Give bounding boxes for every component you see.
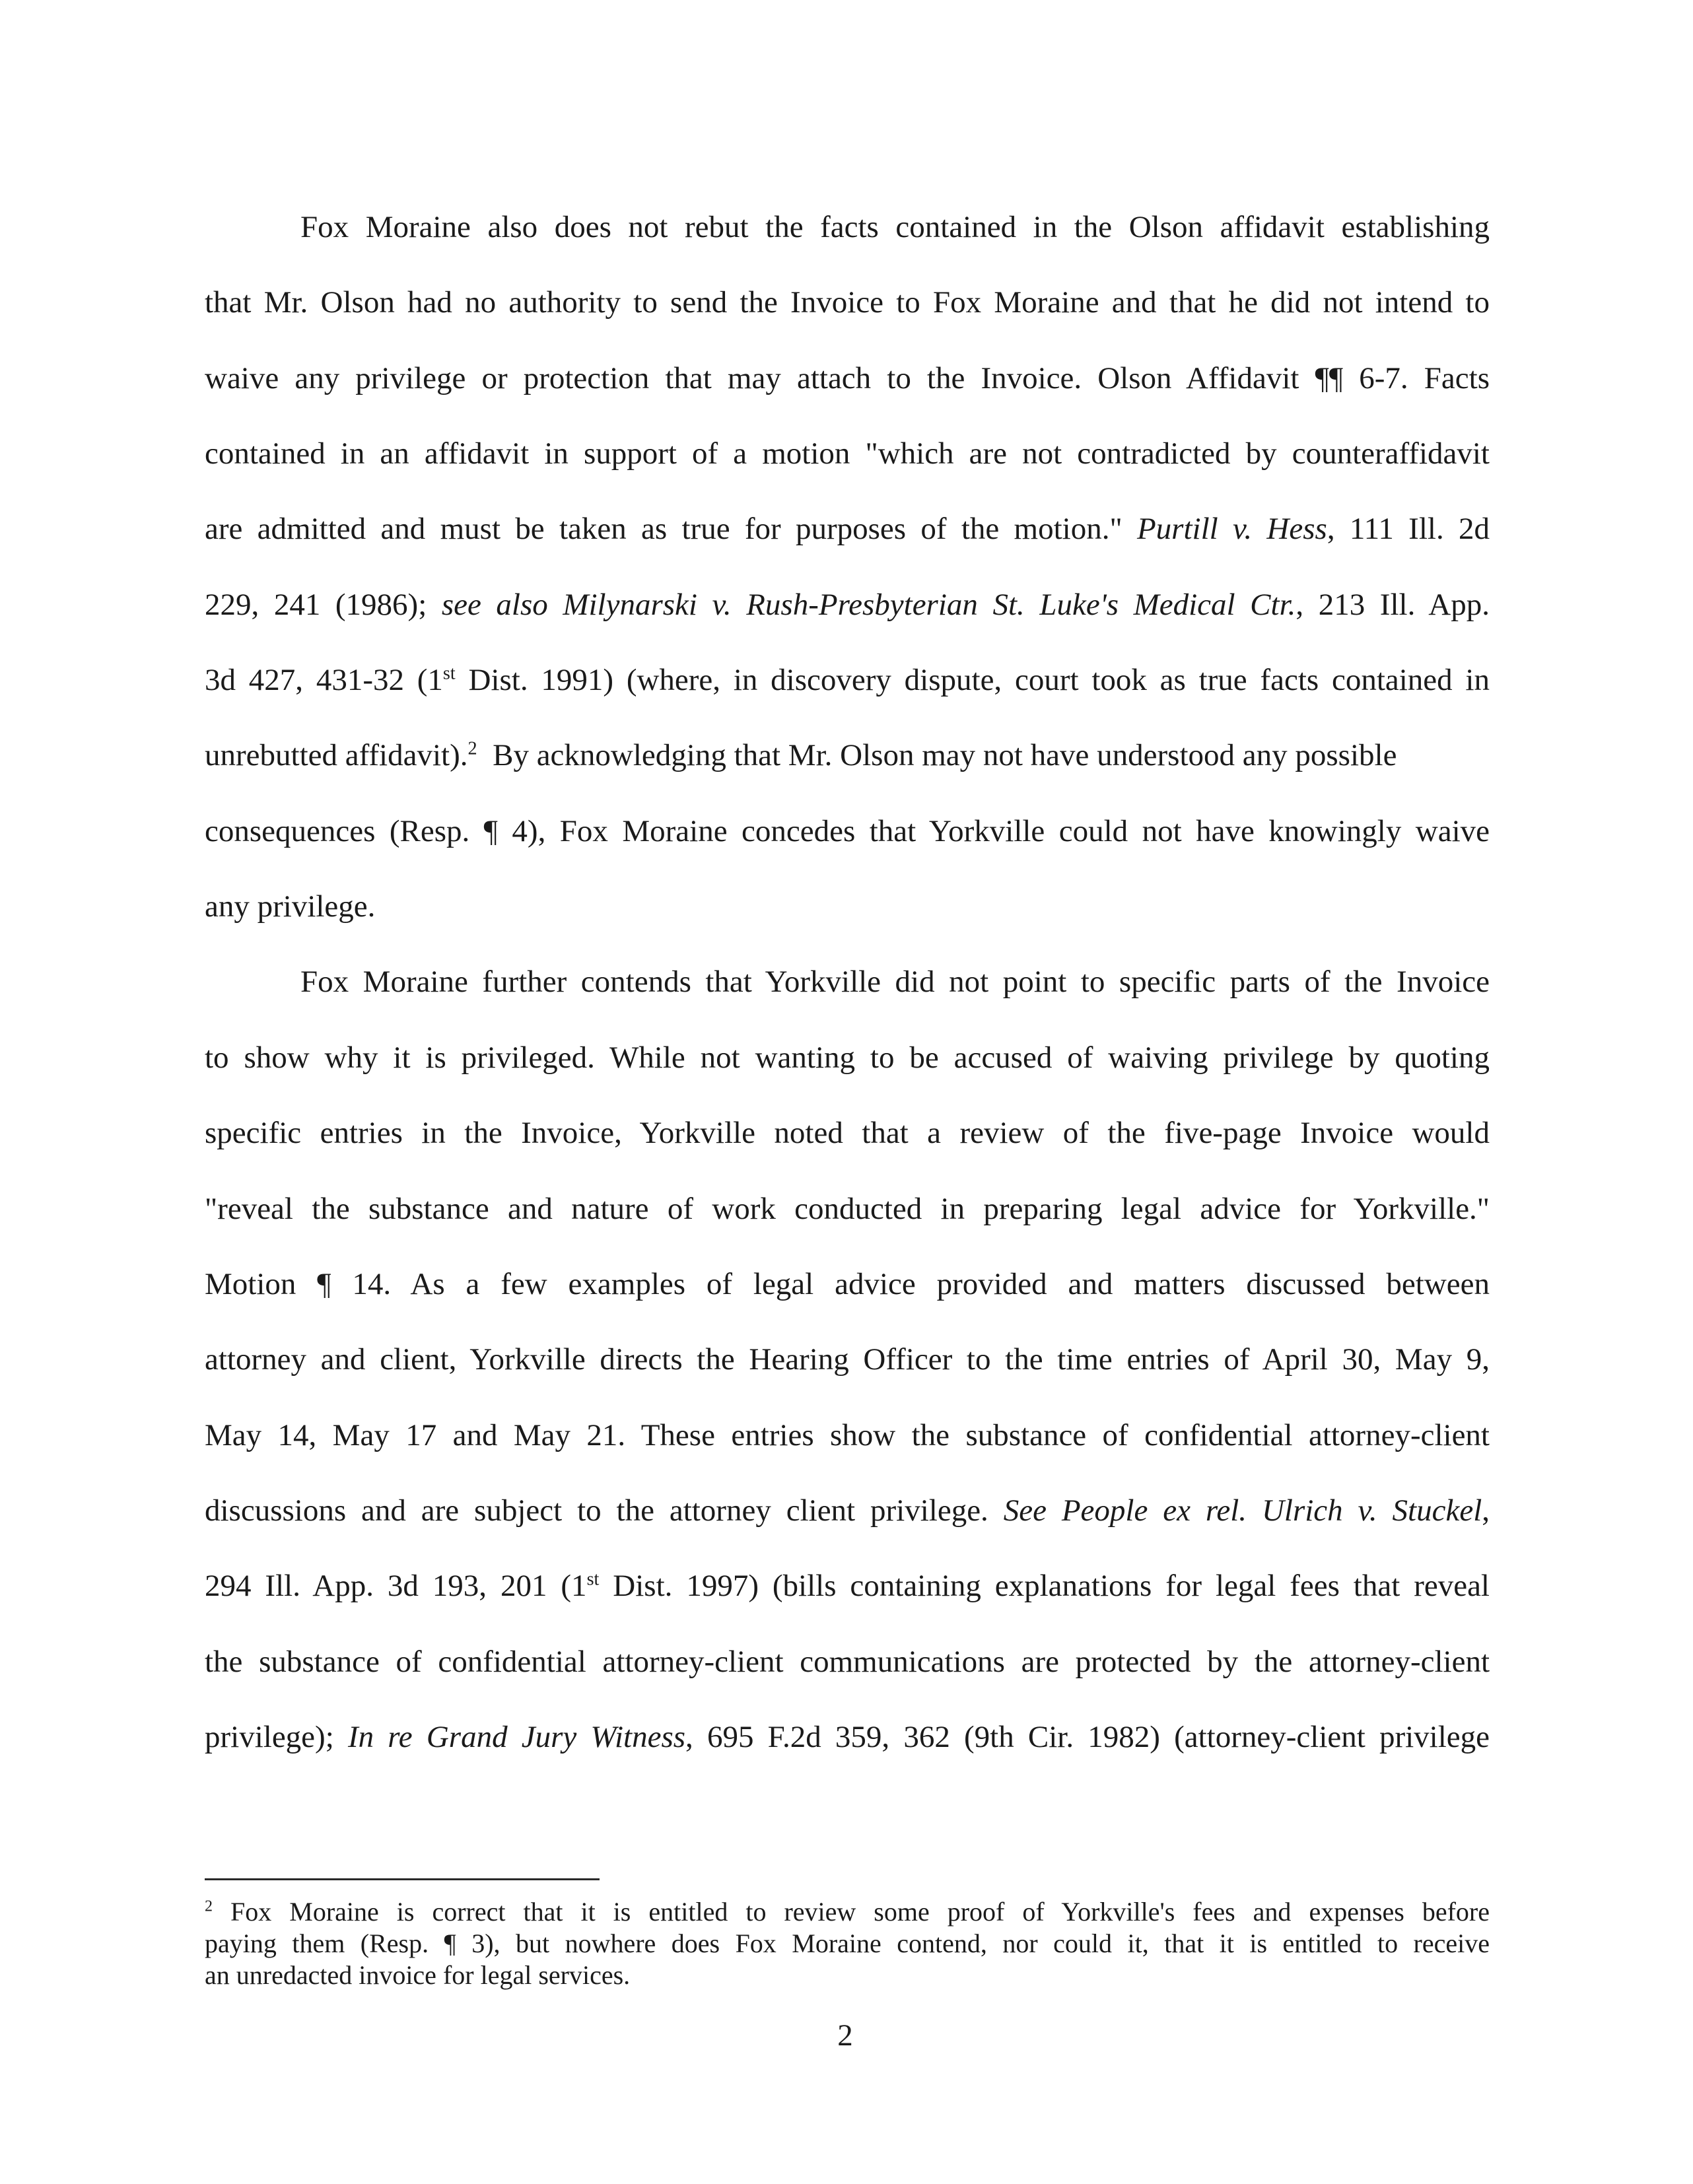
case-citation-milynarski: see also Milynarski v. Rush-Presbyterian St. Luke's Medical Ctr. [441, 588, 1296, 622]
footnote-divider [205, 1878, 600, 1880]
footnote-line-3: an unredacted invoice for legal services. [205, 1960, 631, 1990]
paragraph-1-line-7: 3d 427, 431-32 (1st Dist. 1991) (where, in discovery dispute, court took as true facts contained in [205, 663, 1490, 697]
paragraph-2-line-3: specific entries in the Invoice, Yorkville noted that a review of the five-page Invoice would [205, 1116, 1490, 1150]
paragraph-2-line-11: privilege); In re Grand Jury Witness, 695 F.2d 359, 362 (9th Cir. 1982) (attorney-client privilege [205, 1720, 1490, 1754]
footnote-marker: 2 [205, 1897, 213, 1915]
paragraph-1-line-10: any privilege. [205, 889, 376, 924]
footnote-line-1: $^2$ Fox Moraine is correct that it is entitled to review some proof of Yorkville's fees and expenses before [205, 1897, 1490, 1927]
case-citation-grand-jury: In re Grand Jury Witness [347, 1720, 686, 1754]
paragraph-1-line-1: Fox Moraine also does not rebut the facts contained in the Olson affidavit establishing [300, 210, 1490, 244]
paragraph-1-line-8: unrebutted affidavit).$^2$ By acknowledging that Mr. Olson may not have understood any possible [205, 738, 1397, 772]
case-citation-ulrich: See People ex rel. Ulrich v. Stuckel [1003, 1493, 1482, 1528]
paragraph-2-line-7: May 14, May 17 and May 21. These entries show the substance of confidential attorney-client [205, 1418, 1490, 1452]
paragraph-1-line-9: consequences (Resp. ¶ 4), Fox Moraine concedes that Yorkville could not have knowingly waive [205, 814, 1490, 848]
paragraph-1-line-6: 229, 241 (1986); see also Milynarski v. Rush-Presbyterian St. Luke's Medical Ctr., 213 Ill. App. [205, 588, 1490, 622]
paragraph-1-line-2: that Mr. Olson had no authority to send the Invoice to Fox Moraine and that he did not intend to [205, 285, 1490, 320]
paragraph-2-line-2: to show why it is privileged. While not wanting to be accused of waiving privilege by quoting [205, 1041, 1490, 1075]
footnote-line-2: paying them (Resp. ¶ 3), but nowhere does Fox Moraine contend, nor could it, that it is entitled to receive [205, 1928, 1490, 1958]
paragraph-2-line-4: "reveal the substance and nature of work conducted in preparing legal advice for Yorkville." [205, 1192, 1490, 1226]
paragraph-2-line-8: discussions and are subject to the attorney client privilege. See People ex rel. Ulrich v. Stuckel, [205, 1493, 1490, 1528]
paragraph-2-line-6: attorney and client, Yorkville directs the Hearing Officer to the time entries of April 30, May 9, [205, 1342, 1490, 1377]
paragraph-1-line-5: are admitted and must be taken as true for purposes of the motion." Purtill v. Hess, 111 Ill. 2d [205, 512, 1490, 546]
paragraph-2-line-10: the substance of confidential attorney-client communications are protected by the attorney-client [205, 1645, 1490, 1679]
footnote-reference: 2 [467, 738, 477, 759]
case-citation-purtill: Purtill v. Hess [1136, 512, 1327, 546]
paragraph-1-line-3: waive any privilege or protection that may attach to the Invoice. Olson Affidavit ¶¶ 6-7. Facts [205, 361, 1490, 395]
page-number: 2 [837, 2018, 853, 2053]
paragraph-2-line-5: Motion ¶ 14. As a few examples of legal advice provided and matters discussed between [205, 1267, 1490, 1301]
paragraph-2-line-1: Fox Moraine further contends that Yorkville did not point to specific parts of the Invoice [300, 965, 1490, 999]
paragraph-1-line-4: contained in an affidavit in support of a motion "which are not contradicted by counteraffidavit [205, 436, 1490, 471]
paragraph-2-line-9: 294 Ill. App. 3d 193, 201 (1st Dist. 1997) (bills containing explanations for legal fees that reveal [205, 1569, 1490, 1603]
